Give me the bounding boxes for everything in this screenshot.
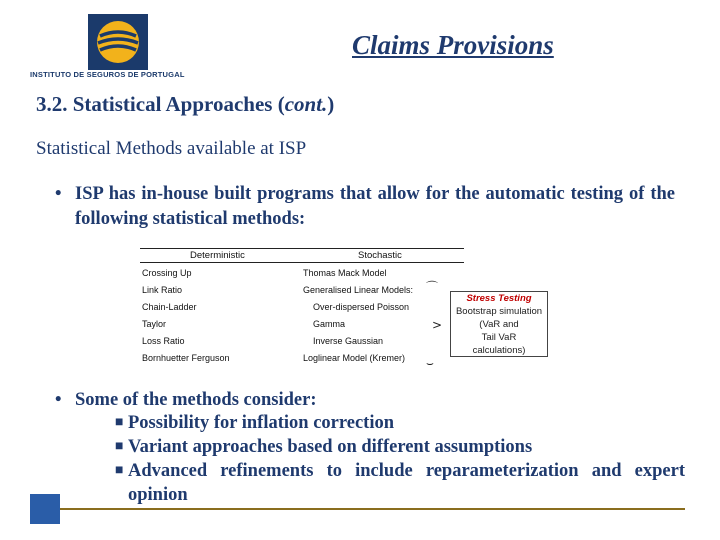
deterministic-method: Crossing Up [142,268,192,278]
page-title: Claims Provisions [352,30,554,60]
deterministic-method: Link Ratio [142,285,183,295]
stochastic-method: Thomas Mack Model [303,268,387,278]
bullet-item [55,182,675,232]
deterministic-method: Taylor [142,319,167,329]
deterministic-method: Bornhuetter Ferguson [142,353,230,363]
bullet-icon: • [55,184,62,204]
column-header-stochastic: Stochastic [358,250,402,261]
section-heading [36,92,334,117]
section-heading-text: 3.2. Statistical Approaches ( [36,92,285,116]
square-bullet-icon: ■ [115,415,124,430]
sub-item-text: Possibility for inflation correction [128,413,395,433]
column-header-deterministic: Deterministic [190,250,245,261]
deterministic-method: Loss Ratio [142,336,185,346]
stochastic-method: Gamma [313,319,346,329]
logo [30,14,210,80]
bullet-text: ISP has in-house built programs that allow for the automatic testing of the following statistical methods: [75,184,675,229]
sub-item-text: Advanced refinements to include reparameterization and expert opinion [128,461,685,505]
isp-emblem-icon [88,14,148,70]
bracket-icon: > [432,318,443,332]
stochastic-method: Loglinear Model (Kremer) [303,353,406,363]
brace-icon: ⌣ [426,356,434,370]
stochastic-method: Generalised Linear Models: [303,285,414,295]
logo-text: INSTITUTO DE SEGUROS DE PORTUGAL [30,70,185,79]
bullet-text: Some of the methods consider: [75,390,317,410]
methods-table [138,246,550,376]
square-bullet-icon: ■ [115,463,124,478]
table-top-rule [140,248,464,249]
stress-testing-line: (VaR and [479,319,519,330]
sub-item [115,459,685,507]
bullet-item [55,388,695,412]
brace-icon: ⌒ [426,280,439,294]
sub-item [115,411,685,435]
sub-item [115,435,685,459]
stochastic-method: Inverse Gaussian [313,336,384,346]
stress-testing-line: calculations) [472,345,526,356]
footer-rule [60,508,685,510]
stress-testing-line: Bootstrap simulation [455,306,543,317]
section-heading-close: ) [327,92,335,116]
stress-testing-line: Tail VaR [481,332,517,343]
stress-testing-box [450,291,548,357]
stress-testing-title: Stress Testing [466,293,532,304]
square-bullet-icon: ■ [115,439,124,454]
sub-item-text: Variant approaches based on different assumptions [128,437,533,457]
subheading: Statistical Methods available at ISP [36,138,307,159]
table-header-rule [140,262,464,263]
deterministic-method: Chain-Ladder [142,302,197,312]
bullet-icon: • [55,390,62,410]
section-heading-italic: cont. [284,92,328,116]
stochastic-method: Over-dispersed Poisson [313,302,410,312]
footer-accent-square [30,494,60,524]
